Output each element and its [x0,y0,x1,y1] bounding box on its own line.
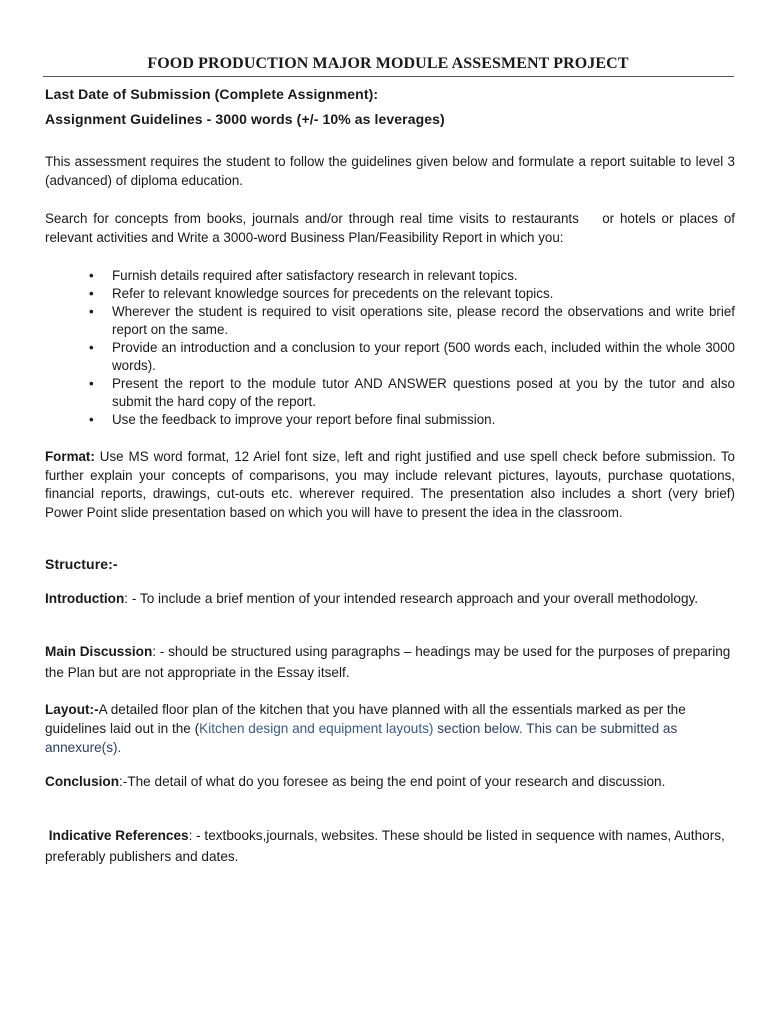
conclusion-label: Conclusion [45,774,120,789]
structure-heading: Structure:- [45,556,118,572]
bullet-text: Furnish details required after satisfactory research in relevant topics. [112,268,518,283]
main-discussion-text: : - should be structured using paragraphs – headings may be used for the purposes of preparing the Plan but are not appropriate in the Essay itself. [45,644,731,680]
layout-text-after: section below. This can be submitted as annexure(s). [45,721,678,755]
bullet-text: Refer to relevant knowledge sources for precedents on the relevant topics. [112,286,554,301]
bullet-item [45,303,735,339]
main-discussion-label: Main Discussion [45,644,153,659]
bullet-text: Wherever the student is required to visit operations site, please record the observations and write brief report on the same. [112,304,735,337]
references-label: Indicative References [45,828,189,843]
layout-text-before: A detailed floor plan of the kitchen that you have planned with all the essentials marked as per the guidelines laid out in the ( [45,702,686,736]
bullet-dot-icon: • [89,412,94,427]
bullet-text: Provide an introduction and a conclusion to your report (500 words each, included within the whole 3000 words). [112,340,735,373]
bullet-item [45,339,735,375]
bullet-text: Present the report to the module tutor AND ANSWER questions posed at you by the tutor and also submit the hard copy of the report. [112,376,735,409]
bullet-item [45,285,735,303]
guidelines-bullet-list [45,267,735,429]
bullet-item [45,375,735,411]
format-text: Use MS word format, 12 Ariel font size, left and right justified and use spell check before submission. To further explain your concepts of comparisons, you may include relevant pictures, layouts, purchase quotations, financial reports, drawings, cut-outs etc. wherever required. The presentation also includes a short (very brief) Power Point slide presentation based on which you will have to present the idea in the classroom. [45,449,735,520]
layout-paragraph [45,700,735,757]
bullet-dot-icon: • [89,304,94,319]
references-paragraph [45,826,735,867]
bullet-dot-icon: • [89,376,94,391]
conclusion-paragraph [45,772,735,793]
kitchen-design-link[interactable]: Kitchen design and equipment layouts) [199,721,434,736]
document-title: FOOD PRODUCTION MAJOR MODULE ASSESMENT PROJECT [147,55,629,72]
format-label: Format: [45,449,95,464]
bullet-item [45,411,735,429]
intro-paragraph: This assessment requires the student to follow the guidelines given below and formulate a report suitable to level 3 (advanced) of diploma education. [45,154,735,188]
bullet-dot-icon: • [89,268,94,283]
bullet-dot-icon: • [89,286,94,301]
search-paragraph: Search for concepts from books, journals and/or through real time visits to restaurants or hotels or places of relevant activities and Write a 3000-word Business Plan/Feasibility Report in which you: [45,211,739,245]
main-discussion-paragraph [45,642,735,683]
guidelines-heading: Assignment Guidelines - 3000 words (+/- 10% as leverages) [45,111,445,127]
conclusion-text: :-The detail of what do you foresee as being the end point of your research and discussion. [119,774,666,789]
introduction-text: : - To include a brief mention of your intended research approach and your overall methodology. [124,591,699,606]
format-paragraph [45,448,735,522]
bullet-item [45,267,735,285]
last-date-line: Last Date of Submission (Complete Assignment): [45,86,379,102]
introduction-label: Introduction [45,591,125,606]
introduction-paragraph [45,589,735,610]
bullet-dot-icon: • [89,340,94,355]
layout-label: Layout:- [45,702,99,717]
references-text: : - textbooks,journals, websites. These should be listed in sequence with names, Authors, preferably publishers and dates. [45,828,729,864]
bullet-text: Use the feedback to improve your report before final submission. [112,412,496,427]
title-underline [43,76,734,77]
